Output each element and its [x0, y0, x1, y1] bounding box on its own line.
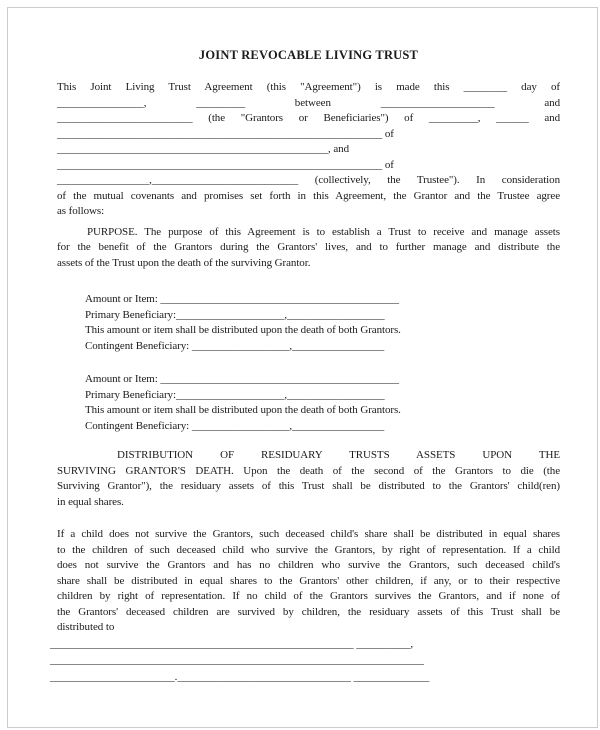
intro-line-9: as follows:	[57, 205, 105, 217]
intro-line-3: _________________________ (the "Grantors or Beneficiaries") of _________, ______ and	[57, 112, 560, 124]
distribution-note-line: This amount or item shall be distributed upon the death of both Grantors.	[85, 404, 401, 416]
contingent-beneficiary-line: Contingent Beneficiary: __________________,_________________	[85, 419, 385, 432]
survivorship-line-1: If a child does not survive the Grantors, such deceased child's share shall be distributed in equal shares	[57, 528, 560, 540]
survivorship-line-4: share shall be distributed in equal shares to the Grantors' other children, if any, or to their respective	[57, 574, 560, 587]
distribution-note-line: This amount or item shall be distributed upon the death of both Grantors.	[85, 324, 401, 336]
residuary-line-2: SURVIVING GRANTOR'S DEATH. Upon the death of the second of the Grantors to die (the	[57, 464, 560, 477]
intro-line-1: This Joint Living Trust Agreement (this "Agreement") is made this ________ day of	[57, 81, 560, 93]
residuary-line-4: in equal shares.	[57, 495, 124, 508]
amount-or-item-line: Amount or Item: ____________________________________________	[85, 373, 399, 385]
primary-beneficiary-line: Primary Beneficiary:____________________,__________________	[85, 308, 385, 321]
distribution-item-block-2	[85, 372, 560, 434]
survivorship-line-6: the Grantors' deceased children are survived by children, the residuary assets of this Trust shall be	[57, 605, 560, 618]
intro-line-7: _________________,___________________________ (collectively, the Trustee"). In consideration	[57, 174, 560, 186]
document-title: JOINT REVOCABLE LIVING TRUST	[198, 48, 419, 62]
trust-document-page	[50, 0, 560, 685]
intro-line-8: of the mutual covenants and promises set forth in this Agreement, the Grantor and the Trustee agree	[57, 189, 560, 202]
purpose-line-3: assets of the Trust upon the death of the surviving Grantor.	[57, 256, 311, 269]
fill-in-blank-line-2: _____________________________________________________________________	[50, 654, 424, 666]
intro-blank-line-5: __________________________________________________, and	[57, 143, 349, 155]
beneficiary-blank-lines	[50, 636, 560, 686]
primary-beneficiary-line: Primary Beneficiary:____________________,__________________	[85, 388, 385, 401]
amount-or-item-line: Amount or Item: ____________________________________________	[85, 293, 399, 305]
intro-blank-line-6: ____________________________________________________________ of	[57, 158, 394, 171]
survivorship-line-5: children by right of representation. If no child of the Grantors survives the Grantors, and if none of	[57, 590, 560, 602]
survivorship-paragraph	[57, 527, 560, 636]
intro-paragraph	[57, 80, 560, 220]
fill-in-blank-line-1: ________________________________________________________ __________,	[50, 637, 414, 650]
intro-line-2: ________________, _________ between _____________________ and	[57, 96, 560, 109]
purpose-line-2: for the benefit of the Grantors during the Grantors' lives, and to further manage and distribute the	[57, 241, 560, 253]
residuary-line-3: Surviving Grantor"), the residuary assets of this Trust shall be distributed to the Grantors' child(ren)	[57, 480, 560, 492]
contingent-beneficiary-line: Contingent Beneficiary: __________________,_________________	[85, 339, 385, 352]
survivorship-line-3: does not survive the Grantors and has no children who survive the Grantors, such deceased child's	[57, 559, 560, 571]
distribution-item-block-1	[85, 292, 560, 354]
purpose-line-1: PURPOSE. The purpose of this Agreement is to establish a Trust to receive and manage assets	[87, 225, 560, 238]
survivorship-line-7: distributed to	[57, 621, 115, 633]
intro-blank-line-4: ____________________________________________________________ of	[57, 127, 394, 140]
residuary-distribution-paragraph	[57, 448, 560, 510]
survivorship-line-2: to the children of such deceased child who survive the Grantors, by right of representation. If a child	[57, 543, 560, 556]
purpose-paragraph	[57, 225, 560, 272]
fill-in-blank-line-3: _______________________.________________________________ ______________	[50, 670, 430, 683]
residuary-heading-line-1: DISTRIBUTION OF RESIDUARY TRUSTS ASSETS UPON THE	[117, 449, 560, 461]
